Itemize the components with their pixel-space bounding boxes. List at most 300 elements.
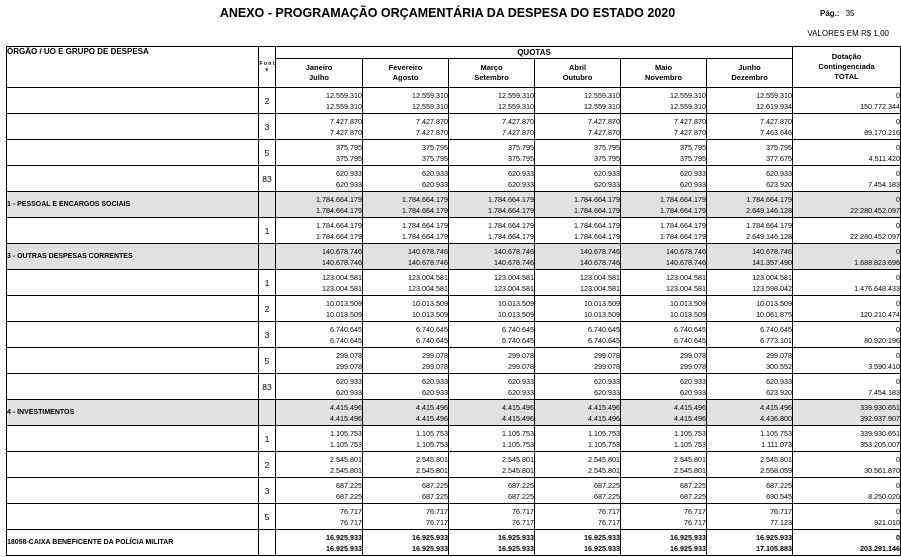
value-top: 16.925.933 xyxy=(498,532,534,542)
value-bottom: 123.004.581 xyxy=(408,283,448,293)
value-bottom: 140.678.746 xyxy=(580,257,620,267)
quota-cell xyxy=(363,374,449,400)
quota-cell xyxy=(621,244,707,270)
value-top: 7.427.870 xyxy=(502,116,534,126)
quota-cell xyxy=(276,296,363,322)
fonte-row xyxy=(7,296,901,322)
quota-cell xyxy=(363,400,449,426)
quota-cell xyxy=(535,88,621,114)
value-top: 76.717 xyxy=(770,506,793,516)
value-bottom: 375.795 xyxy=(594,153,620,163)
value-bottom: 3.590.410 xyxy=(868,361,901,371)
quota-cell xyxy=(707,296,793,322)
value-bottom: 16.925.933 xyxy=(670,543,706,553)
value-bottom: 2.545.801 xyxy=(588,465,620,475)
quota-cell xyxy=(363,504,449,530)
quota-cell xyxy=(621,166,707,192)
dotacao-cell xyxy=(793,322,901,348)
value-bottom: 12.559.310 xyxy=(412,101,448,111)
value-top: 687.225 xyxy=(508,480,534,490)
value-bottom: 150.772.344 xyxy=(860,101,901,111)
value-bottom: 12.619.934 xyxy=(756,101,793,111)
fonte-code: 2 xyxy=(259,88,276,114)
value-bottom: 203.291.146 xyxy=(860,543,901,553)
value-bottom: 123.598.042 xyxy=(752,283,793,293)
value-bottom: 141.357.490 xyxy=(752,257,793,267)
quota-cell xyxy=(276,166,363,192)
quota-cell xyxy=(535,166,621,192)
value-top: 620.933 xyxy=(594,376,620,386)
fonte-row xyxy=(7,114,901,140)
month-second-half: Novembro xyxy=(644,73,683,82)
fonte-row xyxy=(7,322,901,348)
value-bottom: 12.559.310 xyxy=(670,101,706,111)
quota-cell xyxy=(707,218,793,244)
value-top: 687.225 xyxy=(422,480,448,490)
value-top: 123.004.581 xyxy=(752,272,793,282)
value-bottom: 123.004.581 xyxy=(494,283,534,293)
value-bottom: 2.545.801 xyxy=(674,465,706,475)
value-bottom: 120.210.474 xyxy=(860,309,901,319)
value-bottom: 4.436.800 xyxy=(760,413,793,423)
value-bottom: 921.010 xyxy=(874,517,901,527)
quota-cell xyxy=(276,504,363,530)
quota-cell xyxy=(535,400,621,426)
quota-cell xyxy=(363,270,449,296)
value-top: 7.427.870 xyxy=(760,116,793,126)
row-label xyxy=(7,88,259,114)
value-top: 10.013.509 xyxy=(498,298,534,308)
quota-cell xyxy=(363,296,449,322)
page-number xyxy=(820,9,854,18)
row-label xyxy=(7,166,259,192)
value-bottom: 392.937.907 xyxy=(860,413,901,423)
quota-cell xyxy=(707,478,793,504)
value-top: 123.004.581 xyxy=(666,272,706,282)
value-top: 4.415.496 xyxy=(330,402,362,412)
value-bottom: 299.078 xyxy=(508,361,534,371)
value-bottom: 7.427.870 xyxy=(416,127,448,137)
value-top: 2.545.801 xyxy=(416,454,448,464)
quota-cell xyxy=(449,270,535,296)
value-bottom: 76.717 xyxy=(512,517,534,527)
value-bottom: 12.559.310 xyxy=(584,101,620,111)
quota-cell xyxy=(535,244,621,270)
value-top: 1.784.664.179 xyxy=(402,194,448,204)
quota-cell xyxy=(363,452,449,478)
value-top: 16.925.933 xyxy=(584,532,620,542)
budget-table xyxy=(6,46,901,556)
value-top: 10.013.509 xyxy=(584,298,620,308)
quota-cell xyxy=(621,322,707,348)
quota-cell xyxy=(535,322,621,348)
value-top: 4.415.496 xyxy=(674,402,706,412)
quota-cell xyxy=(449,400,535,426)
quota-cell xyxy=(707,166,793,192)
value-bottom: 4.415.496 xyxy=(502,413,534,423)
value-top: 1.784.664.179 xyxy=(746,220,793,230)
quota-cell xyxy=(535,478,621,504)
value-bottom: 77.123 xyxy=(770,517,793,527)
row-label xyxy=(7,348,259,374)
dotacao-cell xyxy=(793,400,901,426)
value-top: 620.933 xyxy=(336,168,362,178)
group-row xyxy=(7,244,901,270)
quota-cell xyxy=(535,140,621,166)
fonte-row xyxy=(7,166,901,192)
value-top: 6.740.645 xyxy=(760,324,793,334)
value-top: 1.105.753 xyxy=(502,428,534,438)
dotacao-cell xyxy=(793,192,901,218)
value-top: 1.784.664.179 xyxy=(488,220,534,230)
value-top: 6.740.645 xyxy=(588,324,620,334)
fonte-code xyxy=(259,400,276,426)
value-top: 1.784.664.179 xyxy=(660,194,706,204)
value-bottom: 1.688.823.696 xyxy=(854,257,901,267)
header-fonte: F o n t e xyxy=(259,47,276,88)
quota-cell xyxy=(276,270,363,296)
quota-cell xyxy=(449,426,535,452)
value-bottom: 620.933 xyxy=(508,179,534,189)
value-top: 140.678.746 xyxy=(666,246,706,256)
value-bottom: 1.105.753 xyxy=(588,439,620,449)
dotacao-cell xyxy=(793,348,901,374)
row-label xyxy=(7,322,259,348)
value-bottom: 2.545.801 xyxy=(330,465,362,475)
value-top: 76.717 xyxy=(340,506,362,516)
value-top: 2.545.801 xyxy=(330,454,362,464)
value-top: 0 xyxy=(896,506,901,516)
value-bottom: 375.795 xyxy=(680,153,706,163)
value-top: 76.717 xyxy=(598,506,620,516)
quota-cell xyxy=(707,192,793,218)
fonte-code: 1 xyxy=(259,270,276,296)
value-top: 299.078 xyxy=(422,350,448,360)
value-top: 7.427.870 xyxy=(674,116,706,126)
row-label xyxy=(7,296,259,322)
header-month-0 xyxy=(276,59,363,88)
value-bottom: 7.427.870 xyxy=(502,127,534,137)
value-top: 620.933 xyxy=(508,376,534,386)
dotacao-cell xyxy=(793,452,901,478)
page-value: 35 xyxy=(845,9,855,18)
value-bottom: 7.463.646 xyxy=(760,127,793,137)
value-bottom: 6.740.645 xyxy=(502,335,534,345)
quota-cell xyxy=(707,322,793,348)
fonte-code: 3 xyxy=(259,114,276,140)
value-top: 1.784.664.179 xyxy=(574,220,620,230)
value-bottom: 1.784.664.179 xyxy=(316,231,362,241)
value-top: 0 xyxy=(896,220,901,230)
header-month-4 xyxy=(621,59,707,88)
quota-cell xyxy=(449,348,535,374)
value-bottom: 620.933 xyxy=(336,387,362,397)
quota-cell xyxy=(363,114,449,140)
value-top: 0 xyxy=(896,298,901,308)
dotacao-cell xyxy=(793,140,901,166)
quota-cell xyxy=(449,166,535,192)
value-bottom: 89.170.216 xyxy=(864,127,901,137)
row-label xyxy=(7,478,259,504)
value-bottom: 7.454.183 xyxy=(868,179,901,189)
value-bottom: 22.280.452.097 xyxy=(850,205,901,215)
value-bottom: 1.476.648.433 xyxy=(854,283,901,293)
value-top: 1.784.664.179 xyxy=(746,194,793,204)
quota-cell xyxy=(621,478,707,504)
quota-cell xyxy=(707,504,793,530)
value-bottom: 623.920 xyxy=(766,179,793,189)
row-label: 18058-CAIXA BENEFICENTE DA POLÍCIA MILITAR xyxy=(7,530,259,556)
value-bottom: 1.784.664.179 xyxy=(402,205,448,215)
value-bottom: 10.013.509 xyxy=(412,309,448,319)
value-bottom: 620.933 xyxy=(680,179,706,189)
quota-cell xyxy=(449,452,535,478)
month-second-half: Dezembro xyxy=(731,73,768,82)
value-bottom: 6.740.645 xyxy=(674,335,706,345)
value-top: 0 xyxy=(896,324,901,334)
quota-cell xyxy=(276,452,363,478)
value-top: 1.105.753 xyxy=(588,428,620,438)
quota-cell xyxy=(363,426,449,452)
quota-cell xyxy=(449,244,535,270)
value-bottom: 16.925.933 xyxy=(412,543,448,553)
quota-cell xyxy=(276,244,363,270)
value-bottom: 123.004.581 xyxy=(322,283,362,293)
value-top: 6.740.645 xyxy=(330,324,362,334)
value-top: 1.784.664.179 xyxy=(402,220,448,230)
quota-cell xyxy=(449,192,535,218)
value-top: 123.004.581 xyxy=(580,272,620,282)
value-bottom: 375.795 xyxy=(508,153,534,163)
value-top: 140.678.746 xyxy=(494,246,534,256)
value-bottom: 2.649.146.128 xyxy=(746,205,793,215)
quota-cell xyxy=(707,426,793,452)
quota-cell xyxy=(276,400,363,426)
value-bottom: 620.933 xyxy=(336,179,362,189)
value-bottom: 620.933 xyxy=(508,387,534,397)
quota-cell xyxy=(621,296,707,322)
dotacao-cell xyxy=(793,88,901,114)
value-top: 2.545.801 xyxy=(674,454,706,464)
value-bottom: 620.933 xyxy=(422,179,448,189)
value-bottom: 17.105.883 xyxy=(756,543,793,553)
value-top: 620.933 xyxy=(680,376,706,386)
value-bottom: 76.717 xyxy=(340,517,362,527)
month-second-half: Outubro xyxy=(562,73,593,82)
fonte-row xyxy=(7,504,901,530)
value-bottom: 1.784.664.179 xyxy=(660,205,706,215)
quota-cell xyxy=(535,192,621,218)
quota-cell xyxy=(621,348,707,374)
quota-cell xyxy=(535,114,621,140)
quota-cell xyxy=(449,114,535,140)
quota-cell xyxy=(276,348,363,374)
quota-cell xyxy=(449,322,535,348)
value-bottom: 6.773.101 xyxy=(760,335,793,345)
value-bottom: 1.105.753 xyxy=(502,439,534,449)
value-bottom: 6.740.645 xyxy=(416,335,448,345)
value-top: 4.415.496 xyxy=(760,402,793,412)
value-bottom: 375.795 xyxy=(336,153,362,163)
value-bottom: 300.552 xyxy=(766,361,793,371)
value-bottom: 123.004.581 xyxy=(666,283,706,293)
value-bottom: 1.784.664.179 xyxy=(402,231,448,241)
month-second-half: Julho xyxy=(309,73,329,82)
fonte-row xyxy=(7,478,901,504)
quota-cell xyxy=(535,530,621,556)
value-top: 140.678.746 xyxy=(322,246,362,256)
value-top: 620.933 xyxy=(680,168,706,178)
value-top: 687.225 xyxy=(680,480,706,490)
header-orgao: ÓRGÃO / UO E GRUPO DE DESPESA xyxy=(7,47,259,88)
quota-cell xyxy=(707,374,793,400)
value-top: 620.933 xyxy=(594,168,620,178)
quota-cell xyxy=(363,322,449,348)
header-dotacao-3: TOTAL xyxy=(834,72,859,81)
row-label xyxy=(7,218,259,244)
value-bottom: 123.004.581 xyxy=(580,283,620,293)
quota-cell xyxy=(363,166,449,192)
value-top: 687.225 xyxy=(336,480,362,490)
value-top: 0 xyxy=(896,350,901,360)
value-bottom: 687.225 xyxy=(680,491,706,501)
fonte-code: 83 xyxy=(259,374,276,400)
value-top: 4.415.496 xyxy=(588,402,620,412)
fonte-code: 2 xyxy=(259,452,276,478)
month-second-half: Setembro xyxy=(474,73,509,82)
header-quotas: QUOTAS xyxy=(276,47,793,59)
value-bottom: 623.920 xyxy=(766,387,793,397)
value-bottom: 16.925.933 xyxy=(498,543,534,553)
quota-cell xyxy=(363,348,449,374)
quota-cell xyxy=(707,114,793,140)
month-second-half: Agosto xyxy=(392,73,419,82)
value-top: 0 xyxy=(896,90,901,100)
value-bottom: 1.111.073 xyxy=(761,439,793,449)
fonte-code: 3 xyxy=(259,478,276,504)
fonte-row xyxy=(7,270,901,296)
value-top: 2.545.801 xyxy=(760,454,793,464)
month-first-half: Fevereiro xyxy=(388,63,423,72)
quota-cell xyxy=(449,218,535,244)
currency-note: VALORES EM R$ 1,00 xyxy=(807,29,889,38)
value-top: 620.933 xyxy=(422,168,448,178)
dotacao-cell xyxy=(793,114,901,140)
quota-cell xyxy=(276,218,363,244)
value-bottom: 2.649.146.128 xyxy=(746,231,793,241)
quota-cell xyxy=(363,244,449,270)
quota-cell xyxy=(449,88,535,114)
value-top: 2.545.801 xyxy=(502,454,534,464)
value-top: 16.925.933 xyxy=(326,532,362,542)
quota-cell xyxy=(535,452,621,478)
value-bottom: 4.511.420 xyxy=(868,153,901,163)
group-row xyxy=(7,192,901,218)
quota-cell xyxy=(363,530,449,556)
value-bottom: 375.795 xyxy=(422,153,448,163)
fonte-code xyxy=(259,192,276,218)
quota-cell xyxy=(621,114,707,140)
fonte-row xyxy=(7,452,901,478)
value-top: 12.559.310 xyxy=(670,90,706,100)
quota-cell xyxy=(621,192,707,218)
value-top: 16.925.933 xyxy=(756,532,793,542)
value-bottom: 2.545.801 xyxy=(416,465,448,475)
value-top: 299.078 xyxy=(508,350,534,360)
quota-cell xyxy=(707,270,793,296)
value-bottom: 1.784.664.179 xyxy=(316,205,362,215)
value-top: 0 xyxy=(896,116,901,126)
value-top: 299.078 xyxy=(594,350,620,360)
value-bottom: 620.933 xyxy=(680,387,706,397)
row-label xyxy=(7,140,259,166)
quota-cell xyxy=(535,374,621,400)
value-top: 4.415.496 xyxy=(502,402,534,412)
value-bottom: 80.920.196 xyxy=(864,335,901,345)
value-bottom: 7.454.183 xyxy=(868,387,901,397)
value-top: 375.795 xyxy=(680,142,706,152)
quota-cell xyxy=(449,504,535,530)
value-bottom: 76.717 xyxy=(598,517,620,527)
value-bottom: 1.105.753 xyxy=(330,439,362,449)
value-bottom: 2.558.059 xyxy=(760,465,793,475)
value-bottom: 6.740.645 xyxy=(330,335,362,345)
value-bottom: 140.678.746 xyxy=(666,257,706,267)
value-bottom: 687.225 xyxy=(336,491,362,501)
value-bottom: 299.078 xyxy=(594,361,620,371)
value-bottom: 687.225 xyxy=(508,491,534,501)
quota-cell xyxy=(707,140,793,166)
value-bottom: 687.225 xyxy=(594,491,620,501)
value-top: 140.678.746 xyxy=(752,246,793,256)
value-top: 12.559.310 xyxy=(412,90,448,100)
quota-cell xyxy=(535,504,621,530)
month-first-half: Março xyxy=(480,63,503,72)
value-top: 6.740.645 xyxy=(416,324,448,334)
quota-cell xyxy=(363,140,449,166)
quota-cell xyxy=(276,322,363,348)
value-bottom: 620.933 xyxy=(594,179,620,189)
dotacao-cell xyxy=(793,374,901,400)
quota-cell xyxy=(535,218,621,244)
value-top: 12.559.310 xyxy=(498,90,534,100)
dotacao-cell xyxy=(793,296,901,322)
quota-cell xyxy=(621,400,707,426)
month-first-half: Maio xyxy=(654,63,673,72)
quota-cell xyxy=(707,530,793,556)
value-top: 1.105.753 xyxy=(674,428,706,438)
value-bottom: 7.427.870 xyxy=(674,127,706,137)
value-top: 375.795 xyxy=(422,142,448,152)
value-top: 4.415.496 xyxy=(416,402,448,412)
value-top: 6.740.645 xyxy=(502,324,534,334)
dotacao-cell xyxy=(793,478,901,504)
value-top: 0 xyxy=(896,454,901,464)
quota-cell xyxy=(363,192,449,218)
dotacao-cell xyxy=(793,530,901,556)
quota-cell xyxy=(535,296,621,322)
value-top: 299.078 xyxy=(766,350,793,360)
value-top: 1.105.753 xyxy=(416,428,448,438)
fonte-code xyxy=(259,244,276,270)
value-top: 299.078 xyxy=(680,350,706,360)
value-top: 123.004.581 xyxy=(322,272,362,282)
value-top: 76.717 xyxy=(684,506,706,516)
header-dotacao xyxy=(793,47,901,88)
value-top: 620.933 xyxy=(336,376,362,386)
value-top: 10.013.509 xyxy=(326,298,362,308)
value-top: 10.013.509 xyxy=(756,298,793,308)
